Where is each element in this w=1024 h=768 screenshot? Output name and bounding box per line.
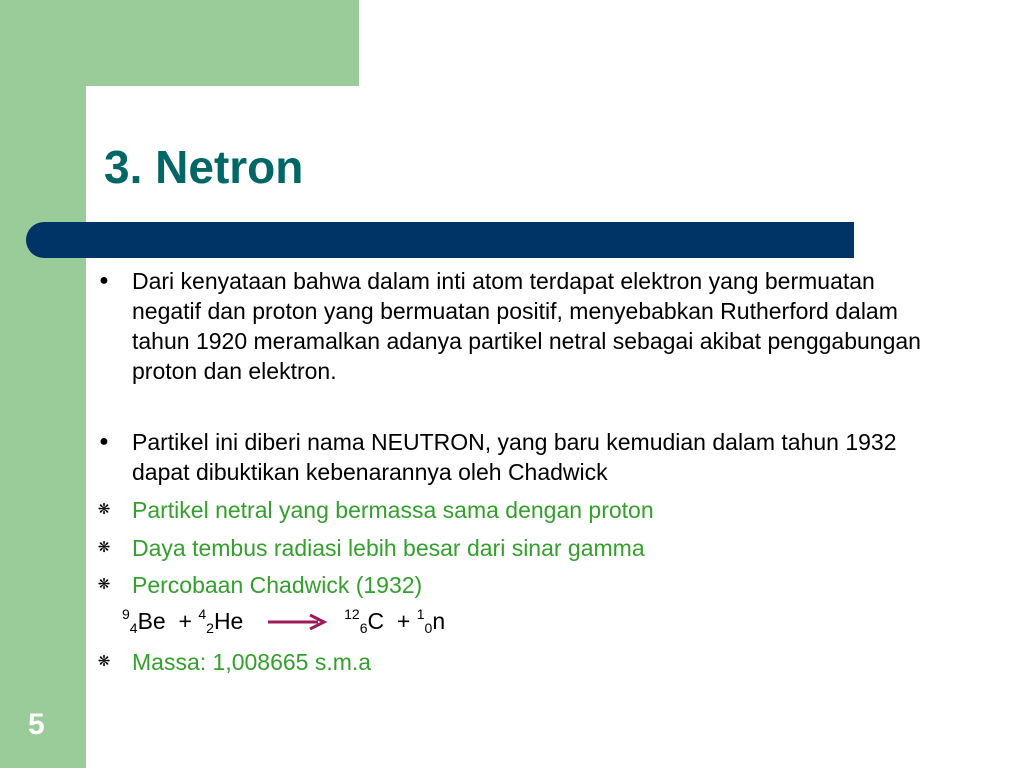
reaction-arrow-icon: [268, 609, 328, 636]
plus-sign: +: [396, 608, 411, 634]
bullet-text: Massa: 1,008665 s.m.a: [132, 649, 372, 675]
nuclear-reaction-equation: [122, 606, 445, 642]
be-atomic-number: 4: [129, 620, 138, 636]
bullet-item: [92, 647, 942, 677]
plus-sign: +: [178, 608, 192, 634]
bullet-text: Partikel ini diberi nama NEUTRON, yang baru kemudian dalam tahun 1932 dapat dibuktikan kebenarannya oleh Chadwick: [132, 429, 897, 485]
snowflake-bullet-icon: ❋: [97, 539, 111, 556]
c-mass-number: 12: [344, 606, 360, 622]
bullet-text: Dari kenyataan bahwa dalam inti atom terdapat elektron yang bermuatan negatif dan proton yang bermuatan positif, menyebabkan Rutherford dalam tahun 1920 meramalkan adanya partikel netral sebagai akibat penggabungan proton dan elektron.: [132, 268, 921, 384]
n-mass-number: 1: [416, 606, 425, 622]
bullet-text: Percobaan Chadwick (1932): [132, 572, 423, 598]
bullet-item: [92, 570, 942, 600]
top-decor-band: [0, 0, 359, 86]
page-number: 5: [28, 708, 45, 741]
bullet-dot-icon: ●: [99, 272, 109, 289]
slide-title: 3. Netron: [104, 141, 304, 193]
bullet-item: [92, 427, 942, 487]
bullet-dot-icon: ●: [99, 433, 109, 450]
bullet-item: [92, 266, 942, 386]
c-atomic-number: 6: [359, 620, 368, 636]
bullet-item: [92, 495, 942, 525]
bullet-text: Partikel netral yang bermassa sama dengan proton: [132, 497, 654, 523]
c-symbol: C: [367, 608, 385, 634]
he-symbol: He: [213, 608, 244, 634]
he-mass-number: 4: [198, 606, 207, 622]
snowflake-bullet-icon: ❋: [97, 576, 111, 593]
decor-corner: [86, 86, 146, 146]
n-symbol: n: [432, 608, 446, 634]
left-decor-band: [0, 0, 86, 768]
title-underline-bar: [26, 222, 854, 258]
snowflake-bullet-icon: ❋: [97, 653, 111, 670]
snowflake-bullet-icon: ❋: [97, 501, 111, 518]
bullet-item: [92, 533, 942, 563]
n-atomic-number: 0: [424, 620, 433, 636]
bullet-text: Daya tembus radiasi lebih besar dari sinar gamma: [132, 535, 645, 561]
be-mass-number: 9: [122, 606, 130, 622]
he-atomic-number: 2: [206, 620, 214, 636]
be-symbol: Be: [137, 608, 166, 634]
